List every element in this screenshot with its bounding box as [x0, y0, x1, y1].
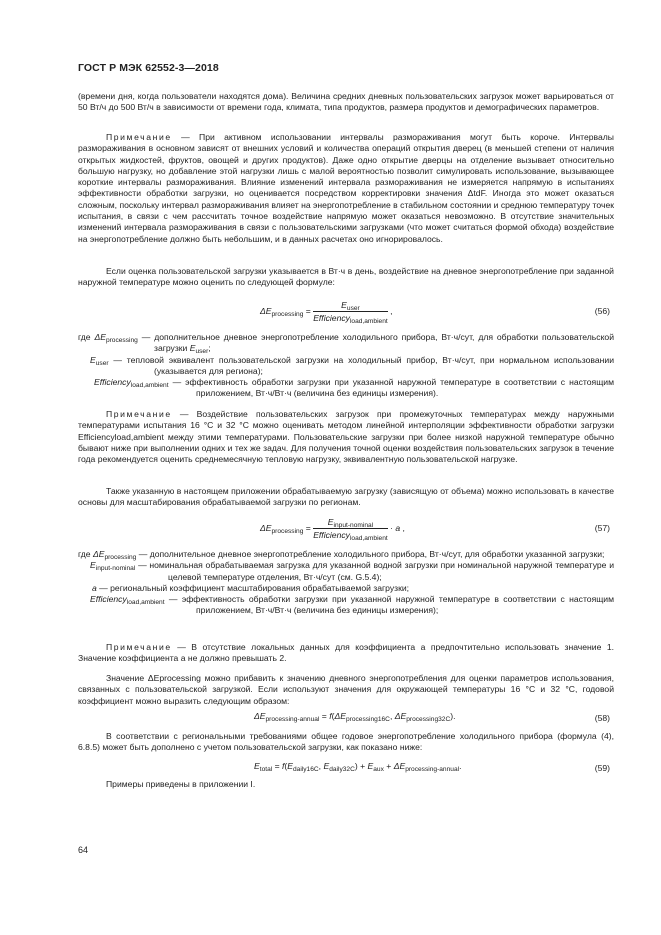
note-label: Примечание [106, 642, 172, 652]
formula-56 [78, 300, 614, 326]
definition-e-input-nominal: $E_{input-nominal}$ — номинальная обрабатываемая загрузка для указанной водной загрузки при номинальной наружной температуре и целевой температуре отделения, Вт·ч/сут (см. G.5.4); [90, 560, 614, 582]
page-number: 64 [78, 845, 89, 855]
paragraph-annual: Значение ΔEprocessing можно прибавить к значению дневного энергопотребления для оценки параметров использования, связанных с пользовательской загрузкой. Если используют значения для окружающей температуры 16 °C и 32 °C, годовой коэффициент можно выразить следующим образом: [78, 673, 614, 706]
paragraph-processing-load: Также указанную в настоящем приложении обрабатываемую загрузку (зависящую от объема) можно использовать в качестве основы для масштабирования обрабатываемой загрузки по регионам. [78, 486, 614, 508]
formula-56-body: $\Delta E_{processing}$ = $\frac{E_{user}}{Efficiency_{load,ambient}}$ , [260, 300, 393, 325]
definitions-56 [78, 332, 614, 400]
formula-56-fraction: $\frac{E_{user}}{Efficiency_{load,ambient}}$ [313, 300, 388, 325]
definition-efficiency-2: Efficiency$_{load,ambient}$ — эффективность обработки загрузки при указанной наружной температуре в соответствии с настоящим приложением, Вт·ч/Вт·ч (величина без единицы измерения); [90, 594, 614, 616]
standard-header: ГОСТ Р МЭК 62552-3—2018 [78, 62, 219, 74]
formula-57 [78, 517, 614, 543]
definition-e-user: $E_{user}$ — тепловой эквивалент пользовательской загрузки на холодильный прибор, Вт·ч/сут, при нормальном использовании (указывается для региона); [90, 354, 614, 376]
equation-number-57: (57) [594, 523, 610, 533]
note-3 [78, 642, 614, 665]
definition-efficiency: Efficiency$_{load,ambient}$ — эффективность обработки загрузки при указанной наружной температуре в соответствии с настоящим приложением, Вт·ч/Вт·ч (величина без единицы измерения). [94, 377, 614, 399]
paragraph-intro: (времени дня, когда пользователи находятся дома). Величина средних дневных пользовательских загрузок может варьироваться от 50 Вт/ч до 500 Вт/ч в зависимости от времени года, климата, типа продуктов, размера продуктов и демографических параметров. [78, 91, 614, 113]
note-2-text: — Воздействие пользовательских загрузок при промежуточных температурах между наружными температурами испытания 16 °C и 32 °C можно оценивать методом линейной интерполяции эффективности обработки загрузки Efficiencyload,ambient между этими температурами. Пользовательские загрузки при более низкой наружной температуре обычно бывают ниже при выполнении одних и тех же задач. Для получения точной оценки воздействия пользовательских загрузок в течение года рекомендуется оценить среднемесячную тепловую нагрузку, эквивалентную пользовательской нагрузке. [78, 409, 614, 465]
note-2 [78, 409, 614, 465]
note-label: Примечание [106, 409, 172, 419]
definition-delta-e-processing-2: где $\Delta E_{processing}$ — дополнительное дневное энергопотребление холодильного прибора, Вт·ч/сут, для обработки указанной загрузки; [78, 549, 605, 561]
definitions-57 [78, 549, 614, 617]
definition-a: a — региональный коэффициент масштабирования обрабатываемой загрузки; [92, 582, 410, 593]
equation-number-58: (58) [594, 713, 610, 723]
note-1-text: — При активном использовании интервалы размораживания могут быть короче. Интервалы размораживания в основном зависят от внешних условий и количества операций открытия дверец (в меньшей степени от наличия открытых жидкостей, фруктов, овощей и других продуктов). Даже одно открытие дверцы на отделение вызывает относительно большую нагрузку, но добавление этой нагрузки лишь с малой вероятностью позволит симулировать использование, вызывающее короткие интервалы размораживания. Влияние изменений интервала размораживания не измеряется напрямую в испытаниях эффективности обработки загрузки, но оценивается посредством корректировки значения ΔtdF. Иногда это может оказаться сложным, поскольку интервал размораживания влияет на энергопотребление в стабильном состоянии и среднюю температуру точек испытания, в связи с чем рассчитать точное воздействие напрямую может оказаться невозможно. В отсутствие значительных изменений интервала размораживания в связи с пользовательскими загрузками (что может считаться формой обхода) воздействие на энергопотребление должно быть небольшим, и в данных расчетах оно игнорировалось. [78, 132, 614, 244]
note-3-text: — В отсутствие локальных данных для коэффициента a предпочтительно использовать значение 1. Значение коэффициента a не должно превышать 2. [78, 642, 614, 664]
equation-number-56: (56) [594, 306, 610, 316]
formula-57-fraction: $\frac{E_{input-nominal}}{Efficiency_{load,ambient}}$ [313, 517, 388, 542]
paragraph-regional: В соответствии с региональными требованиями общее годовое энергопотребление холодильного прибора (формула (4), 6.8.5) может быть дополнено с учетом пользовательской загрузки, как показано ниже: [78, 731, 614, 753]
equation-number-59: (59) [594, 763, 610, 773]
formula-59-body: $E_{total} = f(E_{daily16C}$, $E_{daily32C}) + E_{aux} + \Delta E_{processing-annual}$. [254, 761, 462, 773]
paragraph-examples: Примеры приведены в приложении I. [106, 779, 256, 789]
note-label: Примечание [106, 132, 172, 142]
definition-delta-e-processing: где $\Delta E_{processing}$ — дополнительное дневное энергопотребление холодильного прибора, Вт·ч/сут, для обработки пользовательской загрузки $E_{user}$; [78, 332, 615, 356]
note-1 [78, 132, 614, 245]
formula-57-body: $\Delta E_{processing}$ = $\frac{E_{input-nominal}}{Efficiency_{load,ambient}}$ · a , [260, 517, 405, 542]
paragraph-user-load: Если оценка пользовательской загрузки указывается в Вт·ч в день, воздействие на дневное энергопотребление при заданной наружной температуре можно оценить по следующей формуле: [78, 266, 614, 288]
formula-58-body: $\Delta E_{processing-annual} = f(\Delta E_{processing16C}$, $\Delta E_{processing32C}$). [254, 711, 456, 723]
